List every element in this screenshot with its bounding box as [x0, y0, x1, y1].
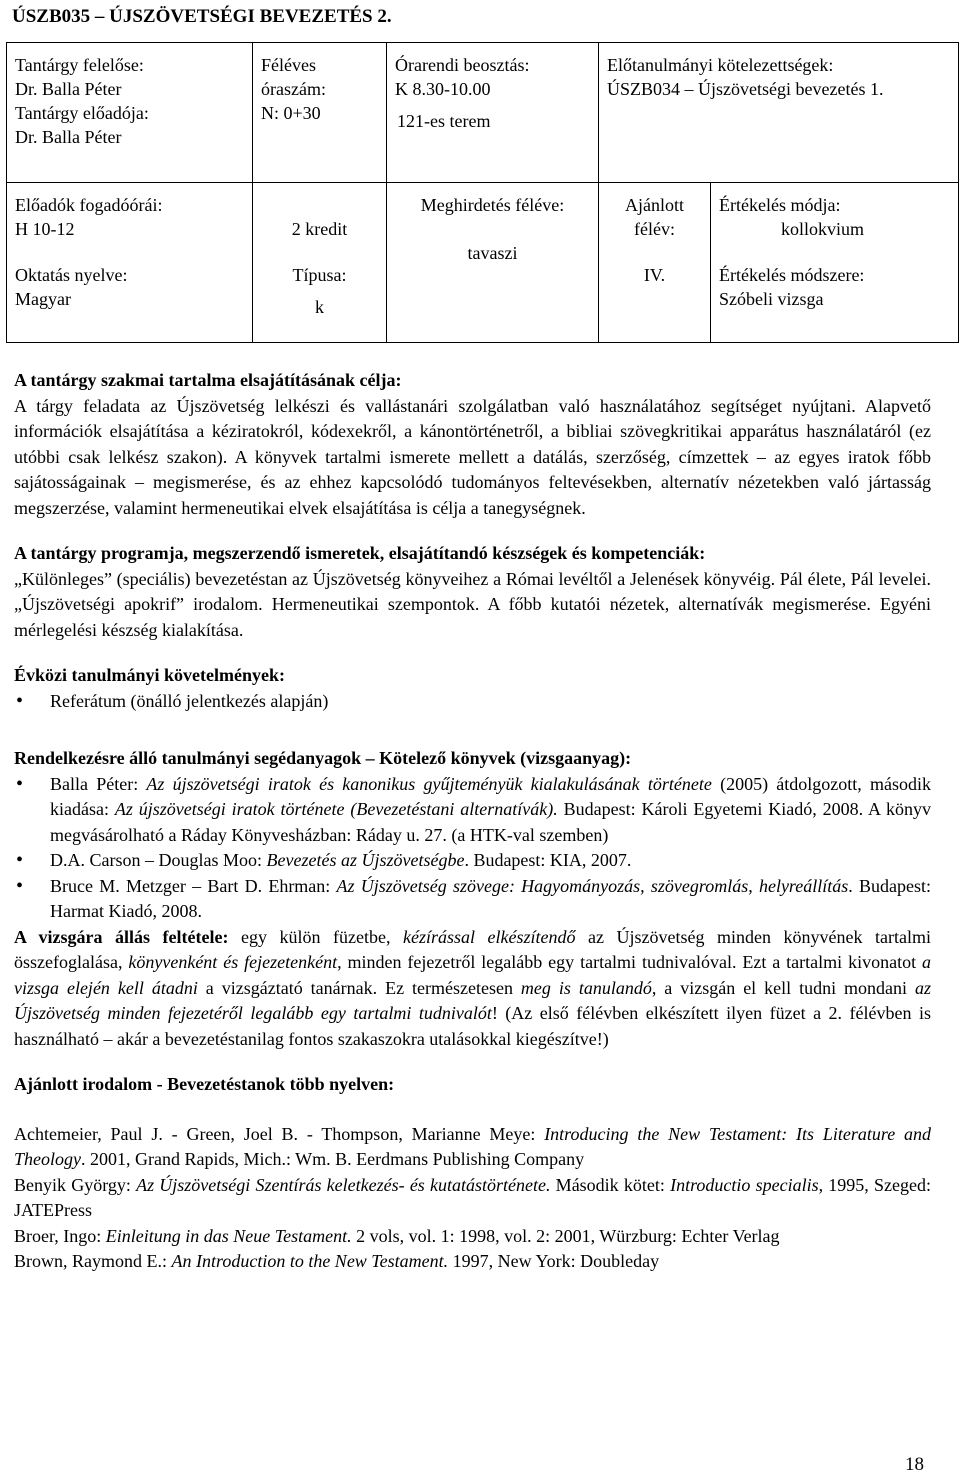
- feltetel-text: A vizsgára állás feltétele: egy külön füzetbe, kézírással elkészítendő az Újszövetség minden könyvének tartalmi összefoglalása, könyvenként és fejezetenként, minden fejezetről legalább egy tartalmi tudnivalóval. Ezt a tartalmi kivonatot a vizsga elején kell átadni a vizsgáztató tanárnak. Ez természetesen meg is tanulandó, a vizsgán el kell tudni mondani az Újszövetség minden fejezetéről legalább egy tartalmi tudnivalót! (Az első félévben elkészített ilyen füzet a 2. félévben is használható – akár a bevezetéstanilag fontos szakaszokra utalásokkal kiegészítve!): [14, 926, 932, 1049]
- content-body: [14, 368, 931, 1275]
- ertekeles-modja-label: Értékelés módja:: [719, 195, 841, 215]
- orarend-cell: [387, 43, 599, 183]
- meghirdetes-value: tavaszi: [467, 243, 518, 263]
- kredit-cell: [253, 183, 387, 343]
- nyelv-value: Magyar: [15, 289, 71, 309]
- reference-item: Broer, Ingo: Einleitung in das Neue Testament. 2 vols, vol. 1: 1998, vol. 2: 2001, Würzburg: Echter Verlag: [14, 1225, 780, 1246]
- elotanulmanyi-label: Előtanulmányi kötelezettségek:: [607, 55, 834, 75]
- fogadoora-value: H 10-12: [15, 219, 75, 239]
- felelos-cell: [7, 43, 253, 183]
- oraszam-value: N: 0+30: [261, 103, 321, 123]
- fogadoora-label: Előadók fogadóórái:: [15, 195, 163, 215]
- reference-item: Brown, Raymond E.: An Introduction to the New Testament. 1997, New York: Doubleday: [14, 1251, 660, 1271]
- ajanlott-cell: [599, 183, 711, 343]
- irodalom-heading: Ajánlott irodalom - Bevezetéstanok több nyelven:: [14, 1074, 395, 1094]
- oraszam-label-1: Féléves: [261, 55, 316, 75]
- page-title: ÚSZB035 – ÚJSZÖVETSÉGI BEVEZETÉS 2.: [12, 6, 392, 27]
- list-item: • D.A. Carson – Douglas Moo: Bevezetés az Újszövetségbe. Budapest: KIA, 2007.: [14, 848, 931, 874]
- feltetel-label: A vizsgára állás feltétele:: [14, 926, 229, 947]
- eloado-label: Tantárgy előadója:: [15, 103, 149, 123]
- cel-text: A tárgy feladata az Újszövetség lelkészi és vallástanári szolgálatban való használatához segítséget nyújtani. Alapvető információk elsajátítása a kéziratokról, kódexekről, a kánontörténetről, a bibliai szövegkritikai apparátus használatáról (ez utóbbi csak lelkész szakon). A könyvek tartalmi ismerete mellett a datálás, szerzőség, címzettek – az egyes iratok főbb sajátosságainak – megismerése, és az ehhez kapcsolódó tudományos feltevésekben, alternatív nézetekben való jártasság megszerzése, valamint hermeneutikai elvek elsajátítása is célja a tanegységnek.: [14, 395, 931, 518]
- course-info-table: [6, 42, 959, 343]
- ajanlott-label-1: Ajánlott: [625, 195, 684, 215]
- meghirdetes-cell: [387, 183, 599, 343]
- program-heading: A tantárgy programja, megszerzendő ismeretek, elsajátítandó készségek és kompetenciák:: [14, 543, 706, 563]
- eloado-value: Dr. Balla Péter: [15, 127, 122, 147]
- felelos-value: Dr. Balla Péter: [15, 79, 122, 99]
- tipus-value: k: [315, 297, 324, 317]
- ertekeles-modszere-value: Szóbeli vizsga: [719, 289, 824, 309]
- oraszam-label-2: óraszám:: [261, 79, 326, 99]
- program-text: „Különleges” (speciális) bevezetéstan az Újszövetség könyveihez a Római levéltől a Jelenések könyvéig. Pál élete, Pál levelei. „Újszövetségi apokrif” irodalom. Hermeneutikai szempontok. A főbb kutatói nézetek, alternatívák megismerése. Egyéni mérlegelési készség kialakítása.: [14, 568, 931, 640]
- segedanyagok-heading: Rendelkezésre álló tanulmányi segédanyagok – Kötelező könyvek (vizsgaanyag):: [14, 748, 632, 768]
- reference-item: Achtemeier, Paul J. - Green, Joel B. - Thompson, Marianne Meye: Introducing the New Testament: Its Literature and Theology. 2001, Grand Rapids, Mich.: Wm. B. Eerdmans Publishing Company: [14, 1123, 932, 1169]
- orarend-label: Órarendi beosztás:: [395, 55, 530, 75]
- page-number: 18: [905, 1454, 924, 1475]
- kovetelmenyek-list: [14, 689, 931, 715]
- tipus-label: Típusa:: [292, 265, 347, 285]
- ajanlott-label-2: félév:: [634, 219, 675, 239]
- list-item: • Bruce M. Metzger – Bart D. Ehrman: Az Újszövetség szövege: Hagyományozás, szövegromlás, helyreállítás. Budapest: Harmat Kiadó, 2008.: [14, 874, 931, 925]
- ertekeles-modja-value: kollokvium: [781, 219, 865, 239]
- orarend-time: K 8.30-10.00: [395, 79, 491, 99]
- list-item: • Balla Péter: Az újszövetségi iratok és kanonikus gyűjteményük kialakulásának története (2005) átdolgozott, második kiadása: Az újszövetségi iratok története (Bevezetéstani alternatívák). Budapest: Károli Egyetemi Kiadó, 2008. A könyv megvásárolható a Ráday Könyvesházban: Ráday u. 27. (a HTK-val szemben): [14, 772, 931, 849]
- elotanulmanyi-cell: [599, 43, 959, 183]
- orarend-room: 121-es terem: [397, 111, 491, 131]
- segedanyagok-list: [14, 772, 931, 925]
- kovetelmenyek-heading: Évközi tanulmányi követelmények:: [14, 665, 286, 685]
- elotanulmanyi-value: ÚSZB034 – Újszövetségi bevezetés 1.: [607, 79, 884, 99]
- ertekeles-modszere-label: Értékelés módszere:: [719, 265, 865, 285]
- reference-item: Benyik György: Az Újszövetségi Szentírás keletkezés- és kutatástörténete. Második kötet: Introductio specialis, 1995, Szeged: JATEPress: [14, 1174, 931, 1220]
- nyelv-label: Oktatás nyelve:: [15, 265, 128, 285]
- ertekeles-cell: [711, 183, 959, 343]
- fogadoora-cell: [7, 183, 253, 343]
- kredit-value: 2 kredit: [291, 219, 348, 239]
- ajanlott-value: IV.: [643, 265, 666, 285]
- oraszam-cell: [253, 43, 387, 183]
- felelos-label: Tantárgy felelőse:: [15, 55, 144, 75]
- cel-heading: A tantárgy szakmai tartalma elsajátításának célja:: [14, 370, 402, 390]
- meghirdetes-label: Meghirdetés féléve:: [420, 195, 565, 215]
- list-item: • Referátum (önálló jelentkezés alapján): [14, 689, 931, 715]
